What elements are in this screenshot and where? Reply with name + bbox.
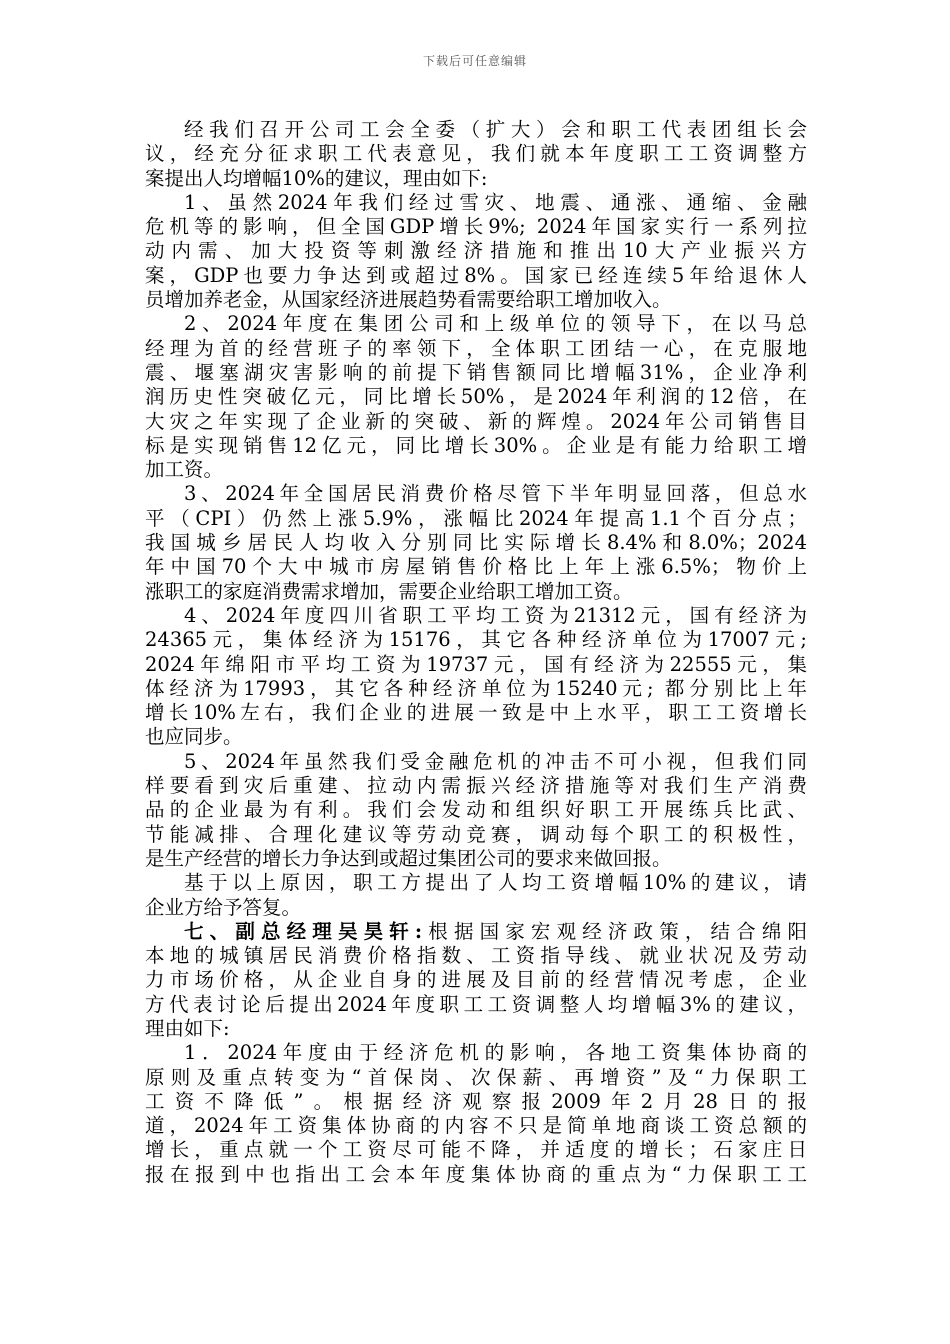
text-line: 年中国70个大中城市房屋销售价格比上年上涨6.5%；物价上	[145, 555, 807, 579]
text-line: 也应同步。	[145, 725, 243, 749]
text-line: 品的企业最为有利。我们会发动和组织好职工开展练兵比武、	[145, 798, 807, 822]
text-line: 平（CPI）仍然上涨5.9%，涨幅比2024年提高1.1个百分点；	[145, 506, 807, 530]
text-line: 道，2024年工资集体协商的内容不只是简单地商谈工资总额的	[145, 1114, 807, 1138]
text-line: 1．2024年度由于经济危机的影响，各地工资集体协商的	[184, 1041, 807, 1065]
text-line: 1、虽然2024年我们经过雪灾、地震、通涨、通缩、金融	[184, 190, 807, 214]
text-line: 案提出人均增幅10%的建议，理由如下:	[145, 166, 488, 190]
text-line: 增长10%左右，我们企业的进展一致是中上水平，职工工资增长	[145, 701, 807, 725]
text-line: 基于以上原因，职工方提出了人均工资增幅10%的建议，请	[184, 871, 807, 895]
text-line: 节能减排、合理化建议等劳动竞赛，调动每个职工的积极性，	[145, 822, 807, 846]
text-line: 动内需、加大投资等刺激经济措施和推出10大产业振兴方	[145, 239, 807, 263]
text-line: 经我们召开公司工会全委（扩大）会和职工代表团组长会	[184, 118, 807, 141]
text-line: 2、2024年度在集团公司和上级单位的领导下，在以马总	[184, 312, 807, 336]
text-line: 5、2024年虽然我们受金融危机的冲击不可小视，但我们同	[184, 749, 807, 773]
text-line: 理由如下:	[145, 1016, 230, 1040]
opinion-section	[145, 118, 807, 920]
text-line: 大灾之年实现了企业新的突破、新的辉煌。2024年公司销售目	[145, 409, 807, 433]
text-line: 员增加养老金，从国家经济进展趋势看需要给职工增加收入。	[145, 288, 672, 312]
text-line: 体经济为17993，其它各种经济单位为15240元; 都分别比上年	[145, 676, 807, 700]
section-7-heading: 七、副总经理吴昊轩:	[184, 919, 423, 943]
text-line: 方代表讨论后提出2024年度职工工资调整人均增幅3%的建议，	[145, 992, 807, 1016]
text-line: 议，经充分征求职工代表意见，我们就本年度职工工资调整方	[145, 142, 807, 166]
text-line: 2024年绵阳市平均工资为19737元，国有经济为22555元，集	[145, 652, 807, 676]
text-line: 工资不降低”。根据经济观察报2009年2月28日的报	[145, 1089, 807, 1113]
section-7-body	[145, 944, 807, 1187]
text-line: 危机等的影响，但全国GDP增长9%; 2024年国家实行一系列拉	[145, 215, 807, 239]
text-line: 增长，重点就一个工资尽可能不降，并适度的增长；石家庄日	[145, 1138, 807, 1162]
text-line: 企业方给予答复。	[145, 895, 302, 919]
document-body	[145, 118, 807, 1187]
text-line: 涨职工的家庭消费需求增加，需要企业给职工增加工资。	[145, 579, 633, 603]
text-line: 润历史性突破亿元，同比增长50%，是2024年利润的12倍，在	[145, 385, 807, 409]
text-line: 标是实现销售12亿元，同比增长30%。企业是有能力给职工增	[145, 433, 807, 457]
text-line: 加工资。	[145, 458, 224, 482]
header-watermark: 下载后可任意编辑	[422, 54, 527, 68]
text-line: 4、2024年度四川省职工平均工资为21312元，国有经济为	[184, 603, 807, 627]
text-line: 报在报到中也指出工会本年度集体协商的重点为“力保职工工	[145, 1162, 807, 1186]
text-line: 力市场价格，从企业自身的进展及目前的经营情况考虑，企业	[145, 968, 807, 992]
section-7-first-line	[145, 920, 807, 944]
text-line: 3、2024年全国居民消费价格尽管下半年明显回落，但总水	[184, 482, 807, 506]
text-line: 震、堰塞湖灾害影响的前提下销售额同比增幅31%，企业净利	[145, 360, 807, 384]
text-line: 原则及重点转变为“首保岗、次保薪、再增资”及“力保职工	[145, 1065, 807, 1089]
text-line: 我国城乡居民人均收入分别同比实际增长8.4%和8.0%；2024	[145, 531, 807, 555]
text-line: 是生产经营的增长力争达到或超过集团公司的要求来做回报。	[145, 846, 672, 870]
section-7-first-line-text: 根据国家宏观经济政策，结合绵阳	[422, 919, 807, 943]
text-line: 经理为首的经营班子的率领下，全体职工团结一心，在克服地	[145, 336, 807, 360]
text-line: 本地的城镇居民消费价格指数、工资指导线、就业状况及劳动	[145, 944, 807, 968]
text-line: 样要看到灾后重建、拉动内需振兴经济措施等对我们生产消费	[145, 774, 807, 798]
text-line: 24365元，集体经济为15176，其它各种经济单位为17007元;	[145, 628, 807, 652]
text-line: 案，GDP也要力争达到或超过8%。国家已经连续5年给退休人	[145, 263, 807, 287]
